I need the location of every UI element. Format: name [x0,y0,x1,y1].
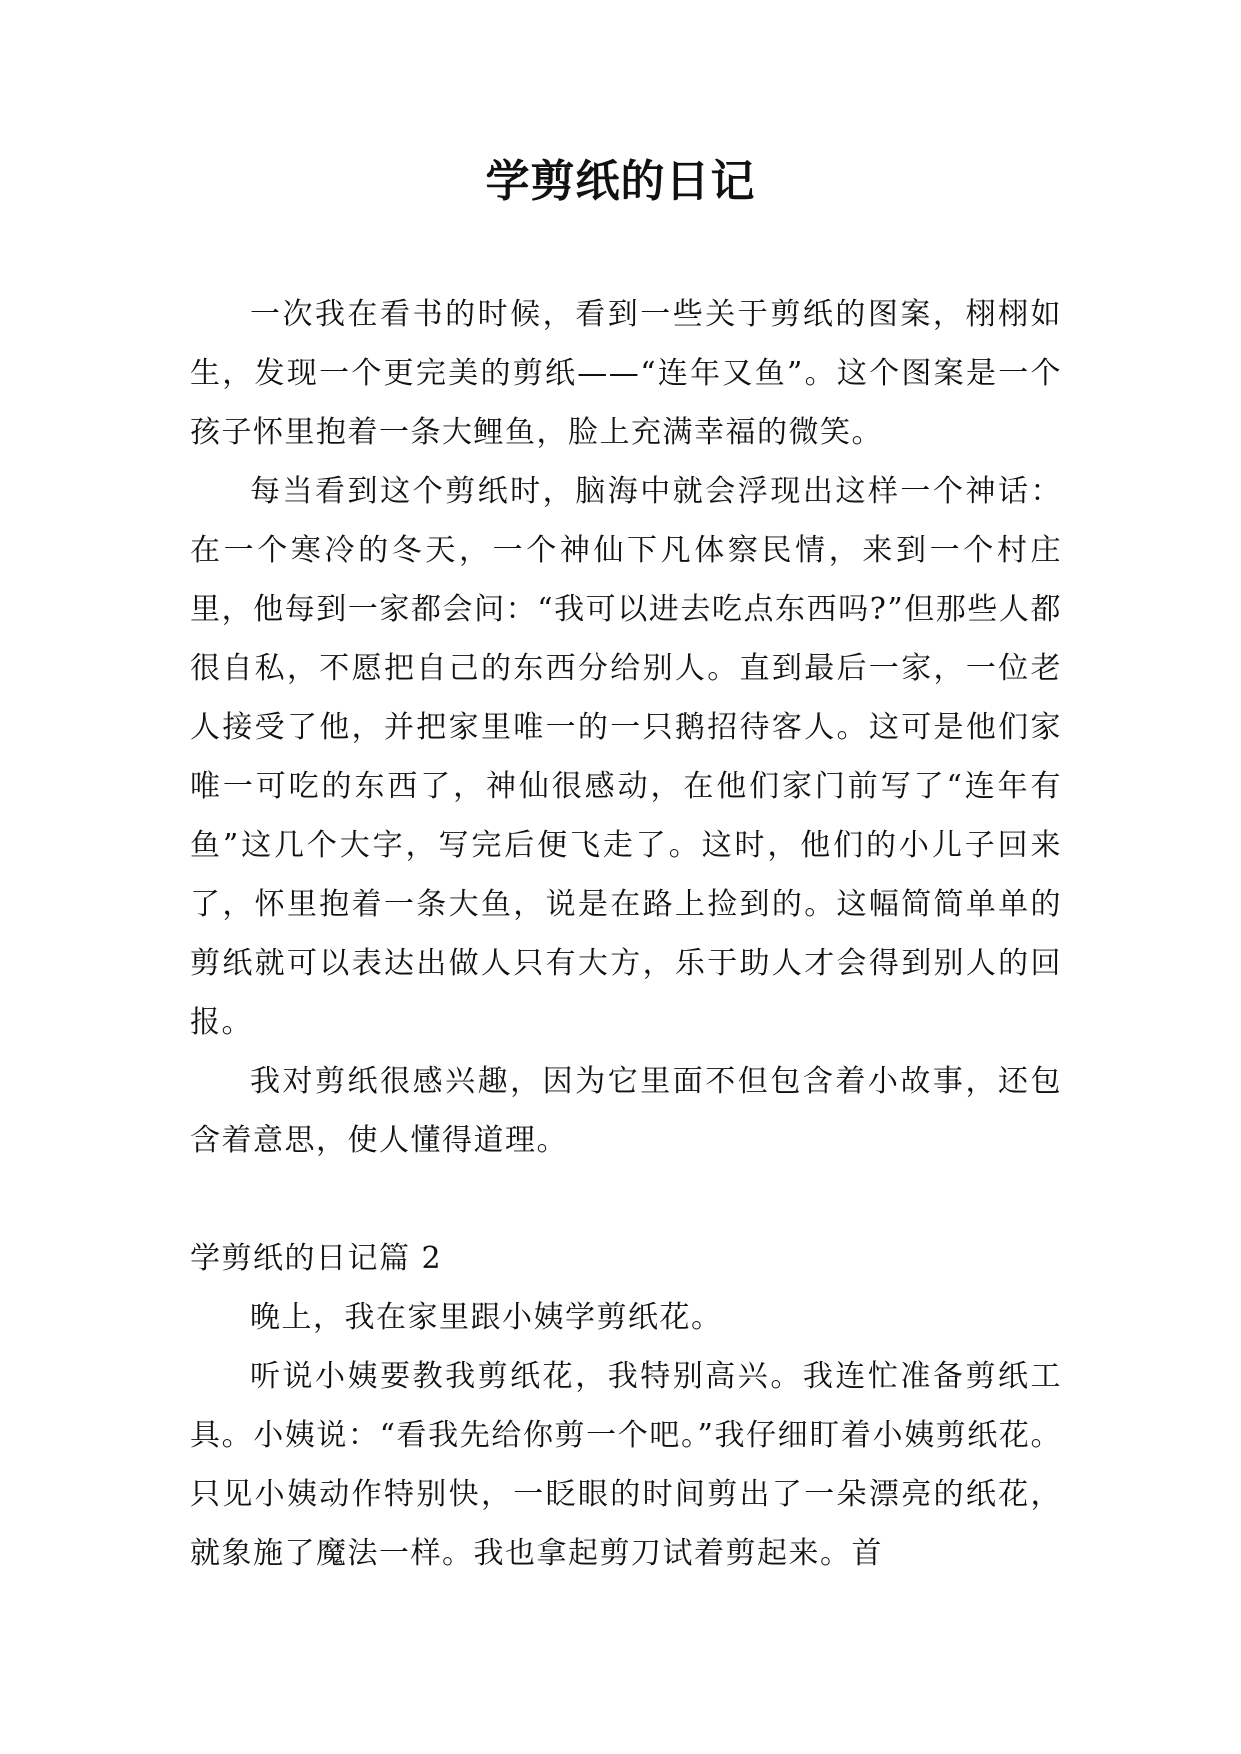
paragraph: 我对剪纸很感兴趣，因为它里面不但包含着小故事，还包含着意思，使人懂得道理。 [190,1064,1062,1158]
paragraph: 每当看到这个剪纸时，脑海中就会浮现出这样一个神话：在一个寒冷的冬天，一个神仙下凡体察民情，来到一个村庄里，他每到一家都会问：“我可以进去吃点东西吗?”但那些人都很自私，不愿把自己的东西分给别人。直到最后一家，一位老人接受了他，并把家里唯一的一只鹅招待客人。这可是他们家唯一可吃的东西了，神仙很感动，在他们家门前写了“连年有鱼”这几个大字，写完后便飞走了。这时，他们的小儿子回来了，怀里抱着一条大鱼，说是在路上捡到的。这幅简简单单的剪纸就可以表达出做人只有大方，乐于助人才会得到别人的回报。 [190,474,1062,1040]
paragraph: 听说小姨要教我剪纸花，我特别高兴。我连忙准备剪纸工具。小姨说：“看我先给你剪一个吧。”我仔细盯着小姨剪纸花。只见小姨动作特别快，一眨眼的时间剪出了一朵漂亮的纸花，就象施了魔法一样。我也拿起剪刀试着剪起来。首 [190,1359,1062,1571]
section-heading: 学剪纸的日记篇 2 [190,1241,443,1276]
document-body [190,285,1062,1583]
document-title: 学剪纸的日记 [485,156,756,207]
paragraph: 晚上，我在家里跟小姨学剪纸花。 [250,1300,723,1335]
paragraph: 一次我在看书的时候，看到一些关于剪纸的图案，栩栩如生，发现一个更完美的剪纸——“连年又鱼”。这个图案是一个孩子怀里抱着一条大鲤鱼，脸上充满幸福的微笑。 [190,297,1062,450]
